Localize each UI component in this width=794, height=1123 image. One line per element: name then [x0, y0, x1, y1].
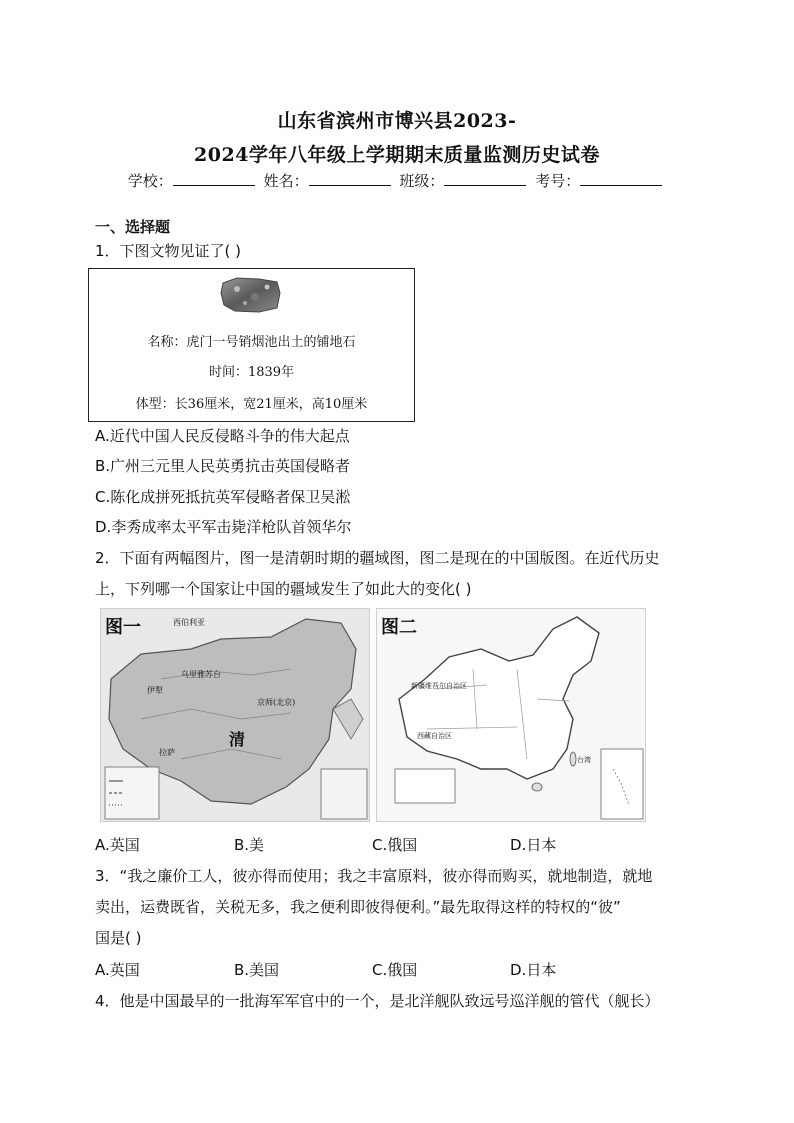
- artifact-card: [88, 268, 415, 422]
- q3-option-c[interactable]: C.俄国: [372, 961, 418, 979]
- artifact-time: 时间：1839年: [208, 365, 295, 380]
- modern-label-taiwan: 台湾: [577, 756, 591, 764]
- q2-option-a[interactable]: A.英国: [95, 836, 140, 854]
- name-label: 姓名：: [263, 172, 309, 190]
- question-3-stem-line-3: 国是( ): [95, 929, 142, 947]
- class-blank[interactable]: [444, 171, 526, 186]
- q3-option-d[interactable]: D.日本: [510, 961, 557, 979]
- qing-map-graphic: [101, 609, 370, 822]
- name-blank[interactable]: [309, 171, 391, 186]
- q2-option-d[interactable]: D.日本: [510, 836, 557, 854]
- student-info-row: [0, 170, 794, 191]
- question-1-stem: 1．下图文物见证了( ): [95, 242, 242, 260]
- stone-image: [219, 275, 283, 315]
- qing-label-uliastai: 乌里雅苏台: [181, 670, 221, 679]
- q3-option-a[interactable]: A.英国: [95, 961, 140, 979]
- qing-label-siberia: 西伯利亚: [173, 618, 205, 627]
- q1-option-c[interactable]: C.陈化成拼死抵抗英军侵略者保卫吴淞: [95, 488, 351, 506]
- title-line-2: 2024学年八年级上学期期末质量监测历史试卷: [194, 144, 600, 166]
- section-heading: 一、选择题: [95, 218, 171, 236]
- school-blank[interactable]: [173, 171, 255, 186]
- q1-option-b[interactable]: B.广州三元里人民英勇抗击英国侵略者: [95, 457, 351, 475]
- figure-2-label: 图二: [381, 617, 417, 638]
- q1-option-a[interactable]: A.近代中国人民反侵略斗争的伟大起点: [95, 427, 350, 445]
- number-label: 考号：: [535, 172, 581, 190]
- number-blank[interactable]: [580, 171, 662, 186]
- qing-label-lhasa: 拉萨: [159, 748, 175, 757]
- q3-option-b[interactable]: B.美国: [234, 961, 280, 979]
- school-label: 学校：: [127, 172, 173, 190]
- title-line-1: 山东省滨州市博兴县2023-: [277, 110, 517, 132]
- artifact-name: 名称：虎门一号销烟池出土的铺地石: [147, 335, 356, 350]
- modern-label-xinjiang: 新疆维吾尔自治区: [411, 682, 467, 690]
- question-3-stem-line-2: 卖出，运费既省，关税无多，我之便利即彼得便利。”最先取得这样的特权的“彼”: [95, 898, 621, 916]
- question-2-stem-line-2: 上，下列哪一个国家让中国的疆域发生了如此大的变化( ): [95, 580, 472, 598]
- q2-option-c[interactable]: C.俄国: [372, 836, 418, 854]
- qing-label-main: 清: [229, 730, 246, 749]
- question-4-stem: 4．他是中国最早的一批海军军官中的一个，是北洋舰队致远号巡洋舰的管代（舰长）: [95, 992, 660, 1010]
- figure-1-label: 图一: [105, 617, 141, 638]
- question-3-stem-line-1: 3．“我之廉价工人，彼亦得而使用；我之丰富原料，彼亦得而购买，就地制造，就地: [95, 867, 653, 885]
- modern-china-map: [376, 608, 646, 822]
- qing-territory-map: [100, 608, 370, 822]
- artifact-size: 体型：长36厘米，宽21厘米，高10厘米: [135, 397, 368, 412]
- class-label: 班级：: [399, 172, 445, 190]
- q1-option-d[interactable]: D.李秀成率太平军击毙洋枪队首领华尔: [95, 518, 352, 536]
- modern-map-graphic: [377, 609, 646, 822]
- qing-label-capital: 京师(北京): [257, 698, 296, 707]
- question-2-stem-line-1: 2．下面有两幅图片，图一是清朝时期的疆域图，图二是现在的中国版图。在近代历史: [95, 549, 660, 567]
- q2-option-b[interactable]: B.美: [234, 836, 265, 854]
- qing-label-yili: 伊犁: [147, 686, 163, 695]
- modern-label-tibet: 西藏自治区: [417, 732, 452, 740]
